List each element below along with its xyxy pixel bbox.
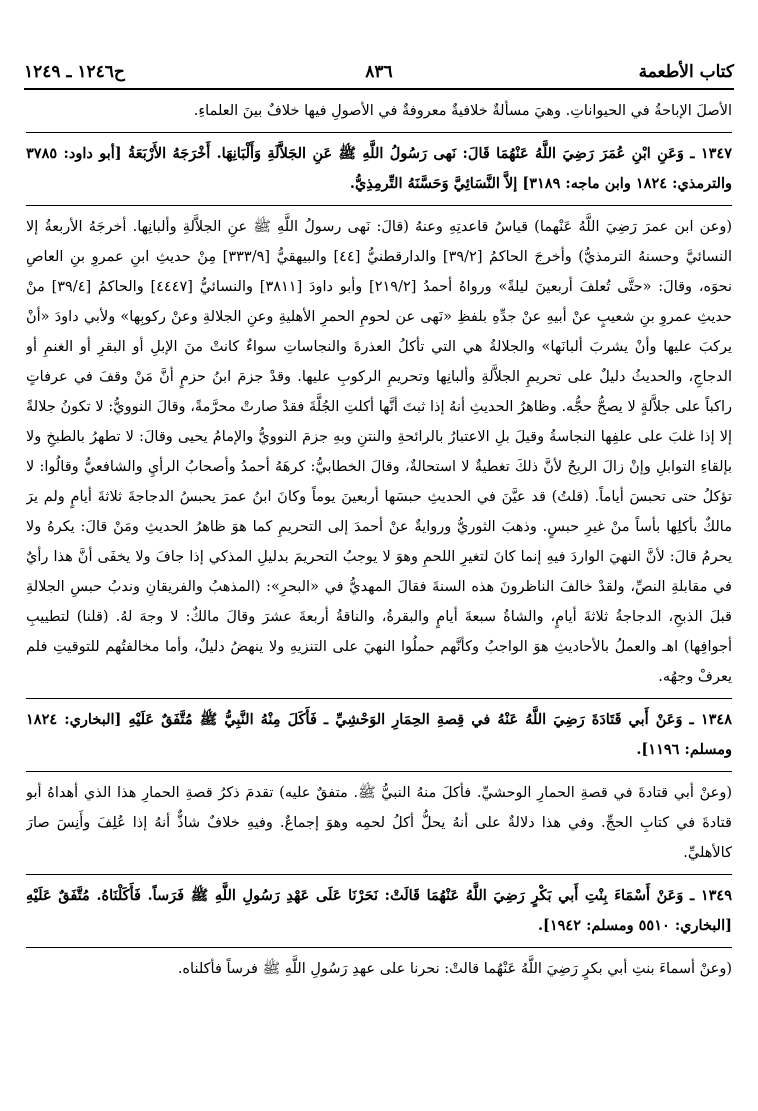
- hadith-range: ح١٢٤٦ ـ ١٢٤٩: [24, 62, 125, 82]
- divider: [26, 205, 732, 206]
- divider: [26, 947, 732, 948]
- page-body: [26, 96, 732, 1103]
- divider: [26, 874, 732, 875]
- page-number: ٨٣٦: [365, 62, 393, 82]
- hadith-1348: ١٣٤٨ ـ وَعَنْ أَبي قَتَادَةَ رَضِيَ اللَّهُ عَنْهُ في قِصةِ الحِمَارِ الوَحْشِيِّ ـ فَأَكَلَ مِنْهُ النَّبِيُّ ﷺ مُتَّفَقٌ عَلَيْهِ [البخاري: ١٨٢٤ ومسلم: ١١٩٦].: [26, 711, 732, 758]
- commentary-1349: (وعنْ أسماءَ بنتِ أبي بكرٍ رَضِيَ اللَّهُ عَنْهُما قالتْ: نحرنا على عهدِ رَسُولِ اللَّهِ ﷺ فرساً فأكلناه.: [177, 961, 732, 977]
- hadith-1347: ١٣٤٧ ـ وَعَنِ ابْنِ عُمَرَ رَضِيَ اللَّهُ عَنْهُمَا قَالَ: نَهى رَسُولُ اللَّهِ ﷺ عَنِ الجَلاَّلَةِ وَأَلْبَانِهَا. أَخْرَجَهُ الأَرْبَعَةُ [أبو داود: ٣٧٨٥ والترمذي: ١٨٢٤ وابن ماجه: ٣١٨٩] إلاَّ النَّسَائِيَّ وَحَسَّنَهُ التِّرمِذِيُّ.: [26, 145, 732, 192]
- commentary-1348: (وعنْ أبي قتادةَ في قصةِ الحمارِ الوحشيِّ. فأكلَ منهُ النبيُّ ﷺ. متفقٌ عليه) تقدمَ ذكرُ قصةِ الحمارِ هذا الذي أهداهُ أبو قتادةَ في كتابِ الحجِّ. وفي هذا دلالةٌ على أنهُ يحلُّ أكلُ لحمِه وهوَ إجماعٌ. وفيهِ خلافٌ شاذٌّ أنهُ إذا عُلِفَ وأَنِسَ صارَ كالأهليِّ.: [26, 785, 732, 861]
- divider: [26, 771, 732, 772]
- divider: [26, 132, 732, 133]
- commentary-1347: (وعن ابن عمرَ رَضِيَ اللَّهُ عَنْهما) قياسُ قاعدتِهِ وعنهُ (قالَ: نَهى رسولُ اللَّهِ ﷺ عنِ الجلاَّلةِ وألبانِها. أخرجَهُ الأربعةُ إلا النسائيَّ وحسنهُ الترمذيُّ) وأخرجَ الحاكمُ [٣٩/٢] والدارقطنيُّ [٤٤] والبيهقيُّ [٣٣٣/٩] مِنْ حديثِ ابنِ عمروِ بنِ العاصِ نحوَه، وقالَ: «حتَّى تُعلفَ أربعينَ ليلةً» ورواهُ أحمدُ [٢١٩/٢] وأبو داودَ [٣٨١١] والنسائيُّ [٤٤٤٧] والحاكمُ [٣٩/٤] منْ حديثِ عمروِ بنِ شعيبٍ عنْ أبيهِ عنْ جدِّهِ بلفظِ «نَهى عن لحومِ الحمرِ الأهليةِ وعنِ الجلالةِ وعنْ ركوبِها» ولأبي داودَ «أنْ يركبَ عليها وأنْ يشربَ ألبانَها» والجلالةُ هي التي تأكلُ العذرةَ والنجاساتِ سواءٌ كانتْ منَ الإبلِ أو البقرِ أو الغنمِ أو الدجاجِ، والحديثُ دليلٌ على تحريمِ الجلاَّلةِ وألبانِها وتحريمِ الركوبِ عليها. وقدْ جزمَ ابنُ حزمٍ أنَّ مَنْ وقفَ في عرفاتٍ راكباً على جلاَّلةٍ لا يصحُّ حجُّه. وظاهرُ الحديثِ أنهُ إذا ثبتَ أنَّها أكلتِ الجُلَّةَ فقدْ صارتْ محرَّمةً، وقالَ النوويُّ: لا تكونُ جلالةً إلا إذا غلبَ على علفِها النجاسةُ وقيلَ بلِ الاعتبارُ بالرائحةِ والنتنِ وبهِ جزمَ النوويُّ والإمامُ يحيى وقالَ: لا تطهرُ بالطبخِ ولا بإلقاءِ التوابلِ وإنْ زالَ الريحُ لأنَّ ذلكَ تغطيةٌ لا استحالةٌ، وقالَ الخطابيُّ: كرهَهُ أحمدُ وأصحابُ الرأيِ والشافعيُّ وقالُوا: لا تؤكلُ حتى تحبسَ أياماً. (قلتُ) قد عيَّنَ في الحديثِ حبسَها أربعينَ يوماً وكانَ ابنُ عمرَ يحبسُ الدجاجةَ ثلاثةَ أيامٍ ولم يرَ مالكٌ بأكلِها بأساً منْ غيرِ حبسٍ. وذهبَ الثوريُّ وروايةٌ عنْ أحمدَ إلى التحريمِ كما هوَ ظاهرُ الحديثِ ومَنْ قالَ: يكرهُ ولا يحرمُ قالَ: لأنَّ النهيَ الواردَ فيهِ إنما كانَ لتغيرِ اللحمِ وهوَ لا يوجبُ التحريمَ بدليلِ المذكي إذا جافَ ولا يخفَى أنَّ هذا رأيٌ في مقابلةِ النصِّ، ولقدْ خالفَ الناظرونَ هذه السنةَ فقالَ المهديُّ في «البحرِ»: (المذهبُ والفريقانِ وندبُ حبسِ الجلالةِ قبلَ الذبحِ، الدجاجةُ ثلاثةَ أيامٍ، والشاةُ سبعةَ أيامٍ والبقرةُ، والناقةُ أربعةَ عشرَ وقالَ مالكٌ: لا وجهَ لهُ. (قلنا) لتطييبِ أجوافِها) اهـ والعملُ بالأحاديثِ هوَ الواجبُ وكأنَّهم حملُوا النهيَ على التنزيهِ ولا ينهضُ دليلٌ، وأما مخالفتُهم للتوقيتِ فلم يعرفْ وجهُه.: [26, 219, 732, 685]
- book-title: كتاب الأطعمة: [638, 62, 734, 82]
- running-header: [24, 58, 734, 88]
- divider: [26, 698, 732, 699]
- commentary-paragraph: الأصلَ الإباحةُ في الحيواناتِ. وهيَ مسألةٌ خلافيةٌ معروفةٌ في الأصولِ فيها خلافٌ بينَ العلماءِ.: [193, 103, 732, 119]
- header-rule: [24, 88, 734, 90]
- hadith-1349: ١٣٤٩ ـ وَعَنْ أَسْمَاءَ بِنْتِ أَبي بَكْرٍ رَضِيَ اللَّهُ عَنْهُمَا قَالَتْ: نَحَرْنَا عَلَى عَهْدِ رَسُولِ اللَّهِ ﷺ فَرَساً. فَأَكَلْنَاهُ. مُتَّفَقٌ عَلَيْهِ [البخاري: ٥٥١٠ ومسلم: ١٩٤٢].: [26, 887, 732, 934]
